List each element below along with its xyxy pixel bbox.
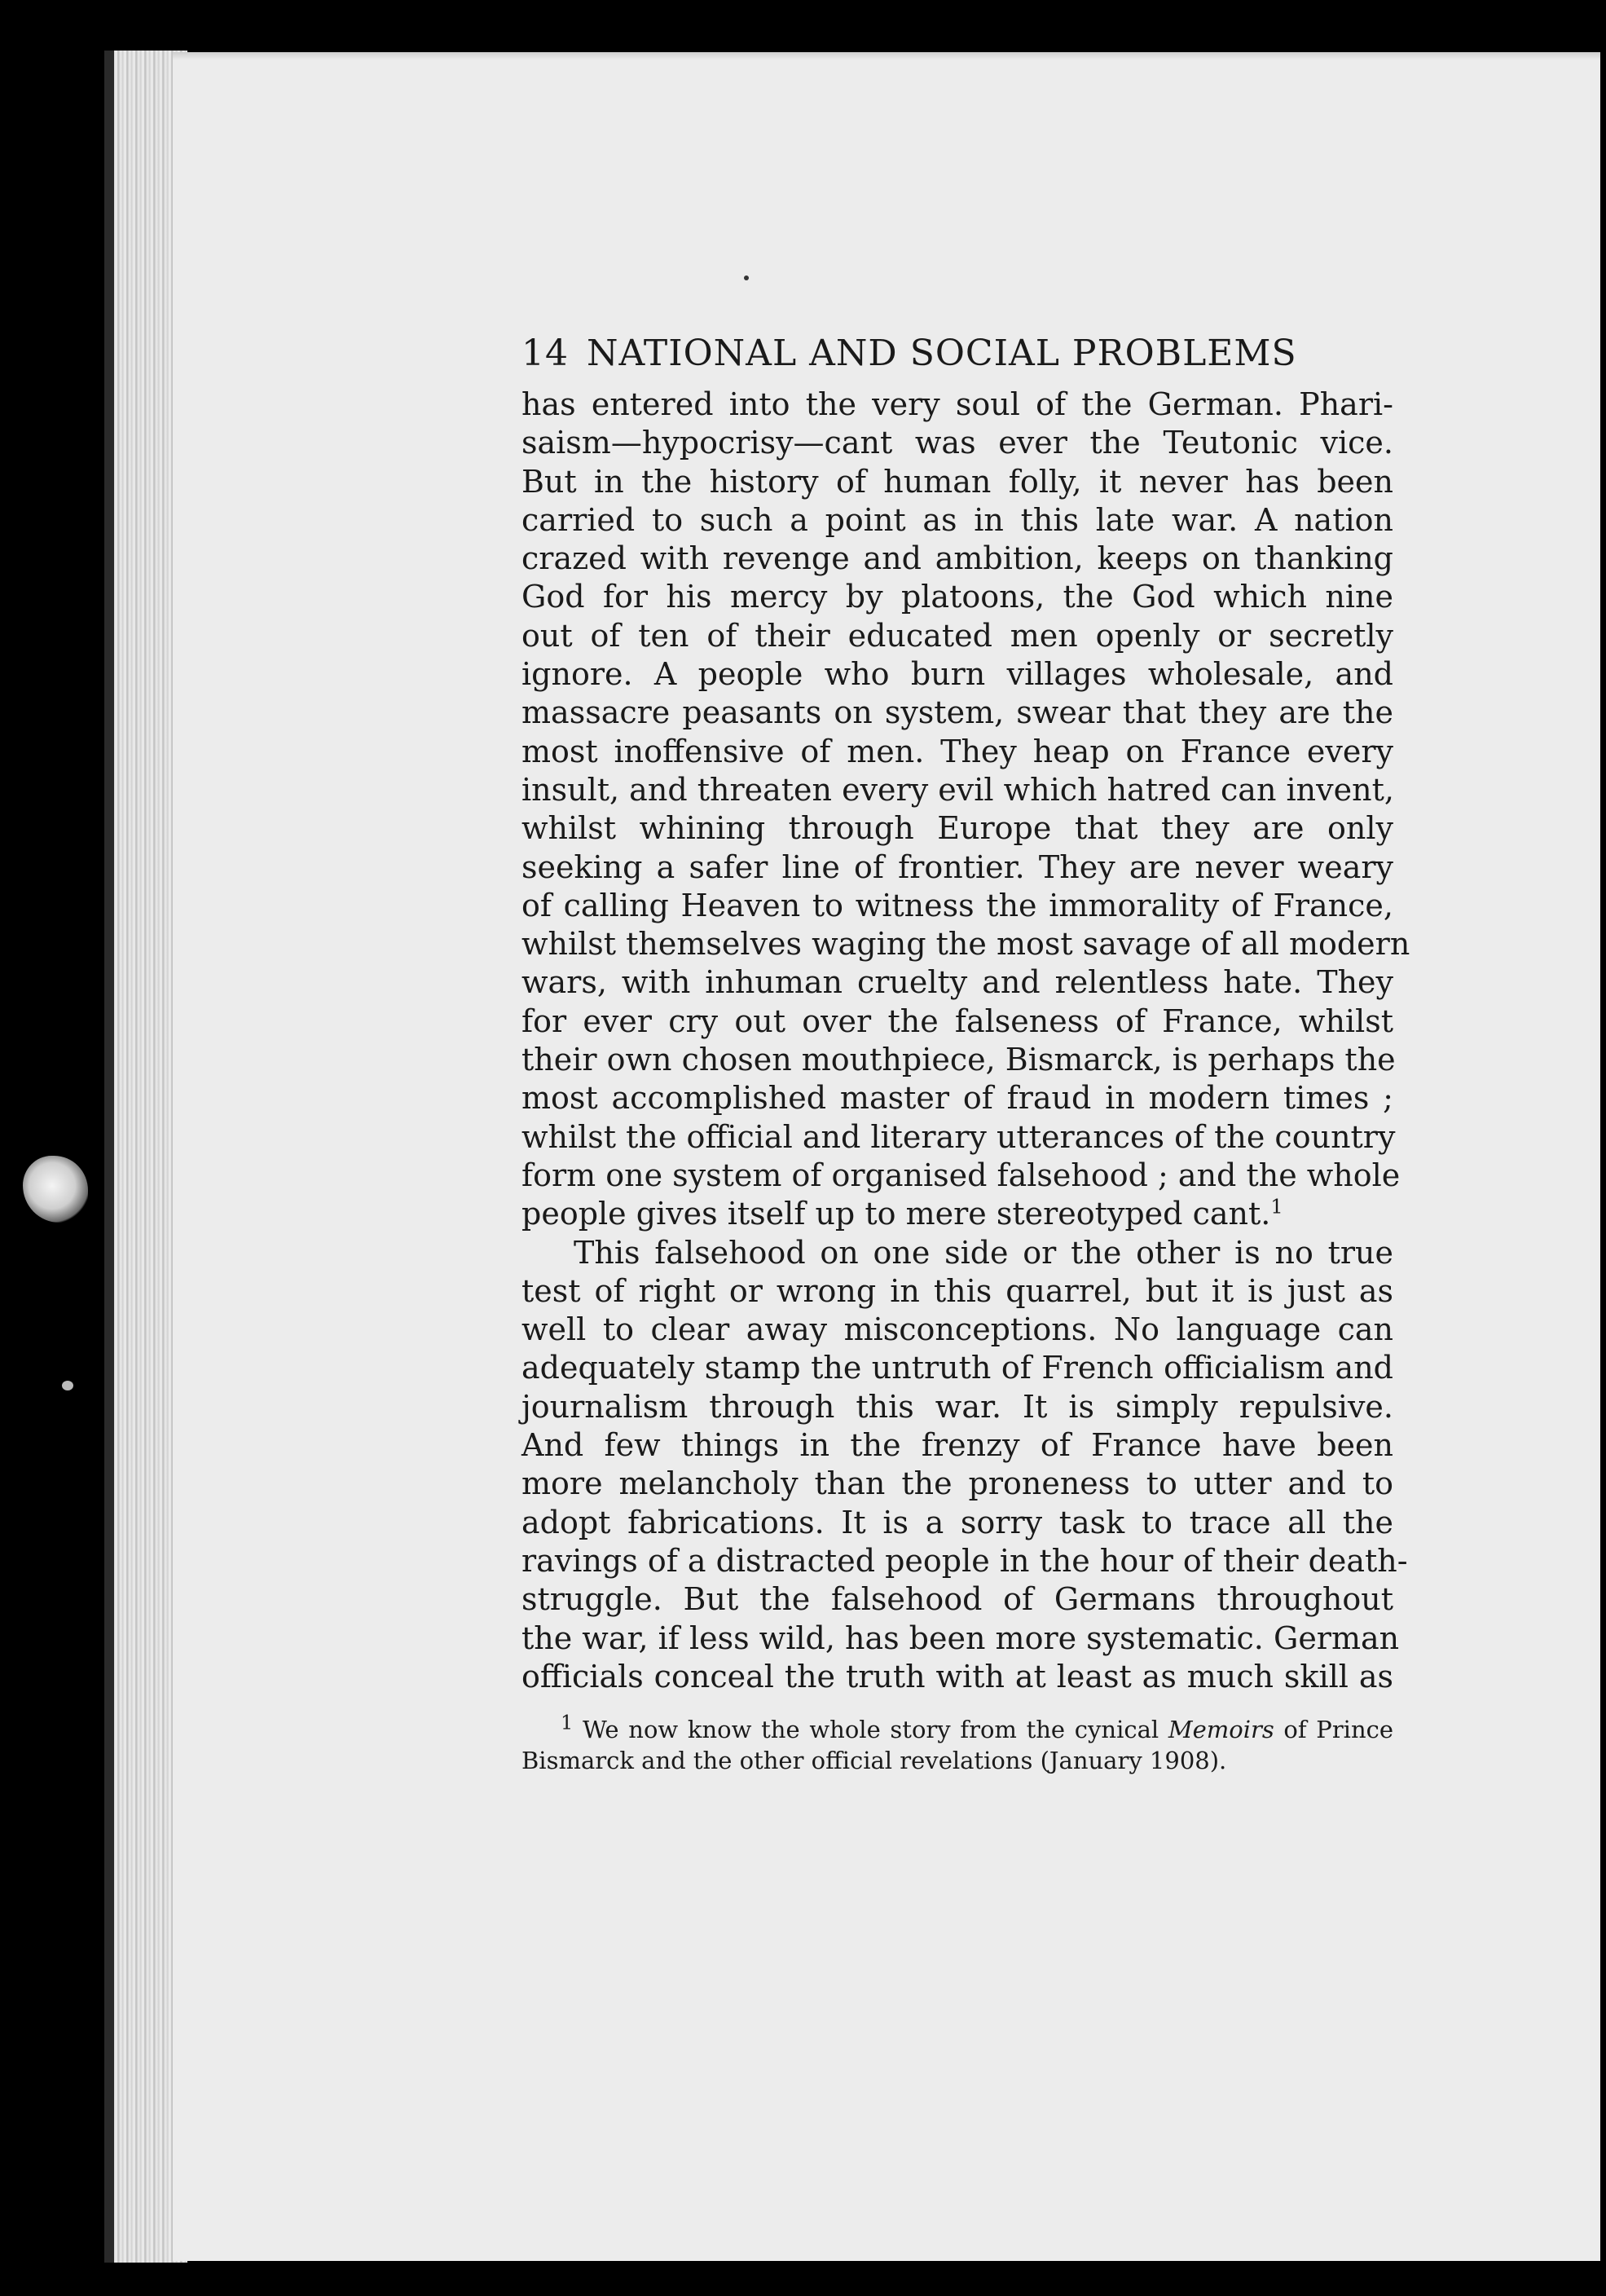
text-line: whilst the official and literary utterances of the country <box>521 1118 1396 1155</box>
text-line-last <box>521 1195 1393 1233</box>
text-line: And few things in the frenzy of France have been <box>521 1427 1393 1464</box>
text-line: most inoffensive of men. They heap on France every <box>521 733 1393 769</box>
text-line: test of right or wrong in this quarrel, but it is just as <box>521 1272 1393 1309</box>
text-line: massacre peasants on system, swear that they are the <box>521 694 1393 731</box>
page-number: 14 <box>521 333 569 374</box>
footnote-line <box>521 1711 1394 1745</box>
text-line: whilst whining through Europe that they are only <box>521 810 1393 847</box>
text-line: crazed with revenge and ambition, keeps on thanking <box>521 540 1393 577</box>
text-line: journalism through this war. It is simply repulsive. <box>521 1388 1393 1425</box>
text-line: for ever cry out over the falseness of France, whilst <box>521 1003 1393 1039</box>
text-line: their own chosen mouthpiece, Bismarck, is perhaps the <box>521 1042 1396 1078</box>
footnote-reference: 1 <box>1270 1195 1283 1219</box>
footnote-text: We now know the whole story from the cynical <box>582 1716 1159 1744</box>
footnote-line: Bismarck and the other official revelations (January 1908). <box>521 1747 1227 1775</box>
text-line: well to clear away misconceptions. No language can <box>521 1311 1393 1348</box>
text-line: saism—hypocrisy—cant was ever the Teutonic vice. <box>521 425 1393 461</box>
text-line-indented: This falsehood on one side or the other is no true <box>574 1234 1393 1271</box>
text-line: the war, if less wild, has been more systematic. German <box>521 1620 1400 1656</box>
footnote-marker: 1 <box>561 1711 574 1734</box>
running-title: NATIONAL AND SOCIAL PROBLEMS <box>587 333 1297 374</box>
footnote <box>521 1711 1394 1776</box>
scan-blemish <box>23 1156 88 1223</box>
text-line: insult, and threaten every evil which hatred can invent, <box>521 771 1394 808</box>
text-line: wars, with inhuman cruelty and relentless hate. They <box>521 964 1393 1001</box>
text-line: struggle. But the falsehood of Germans throughout <box>521 1581 1393 1618</box>
paragraph-2 <box>521 1234 1408 1697</box>
text-line: of calling Heaven to witness the immorality of France, <box>521 887 1393 923</box>
text-line: adequately stamp the untruth of French officialism and <box>521 1350 1393 1386</box>
text-line: ignore. A people who burn villages wholesale, and <box>521 656 1393 693</box>
running-head <box>521 333 1393 374</box>
text-line: whilst themselves waging the most savage of all modern <box>521 926 1410 963</box>
text-line: But in the history of human folly, it never has been <box>521 463 1393 500</box>
text-line: ravings of a distracted people in the hour of their death- <box>521 1542 1408 1579</box>
text-block <box>521 333 1410 1776</box>
page-top-shadow <box>173 52 1600 60</box>
text-line: seeking a safer line of frontier. They are never weary <box>521 848 1393 885</box>
text-line: officials conceal the truth with at least as much skill as <box>521 1658 1393 1694</box>
scan-blemish-small <box>62 1381 73 1390</box>
text-line: out of ten of their educated men openly or secretly <box>521 617 1393 654</box>
text-line: form one system of organised falsehood ; and the whole <box>521 1157 1401 1193</box>
footnote-text: of Prince <box>1283 1716 1394 1744</box>
text-line-content: people gives itself up to mere stereotyped cant. <box>521 1196 1271 1232</box>
text-line: adopt fabrications. It is a sorry task to trace all the <box>521 1504 1393 1540</box>
text-line: most accomplished master of fraud in modern times ; <box>521 1080 1393 1117</box>
text-line: God for his mercy by platoons, the God which nine <box>521 579 1393 615</box>
ink-speck <box>744 275 749 280</box>
footnote-italic-title: Memoirs <box>1168 1716 1274 1744</box>
text-line: carried to such a point as in this late war. A nation <box>521 501 1393 538</box>
paragraph-1 <box>521 386 1410 1234</box>
text-line: has entered into the very soul of the German. Phari- <box>521 386 1393 422</box>
text-line: more melancholy than the proneness to utter and to <box>521 1465 1393 1502</box>
